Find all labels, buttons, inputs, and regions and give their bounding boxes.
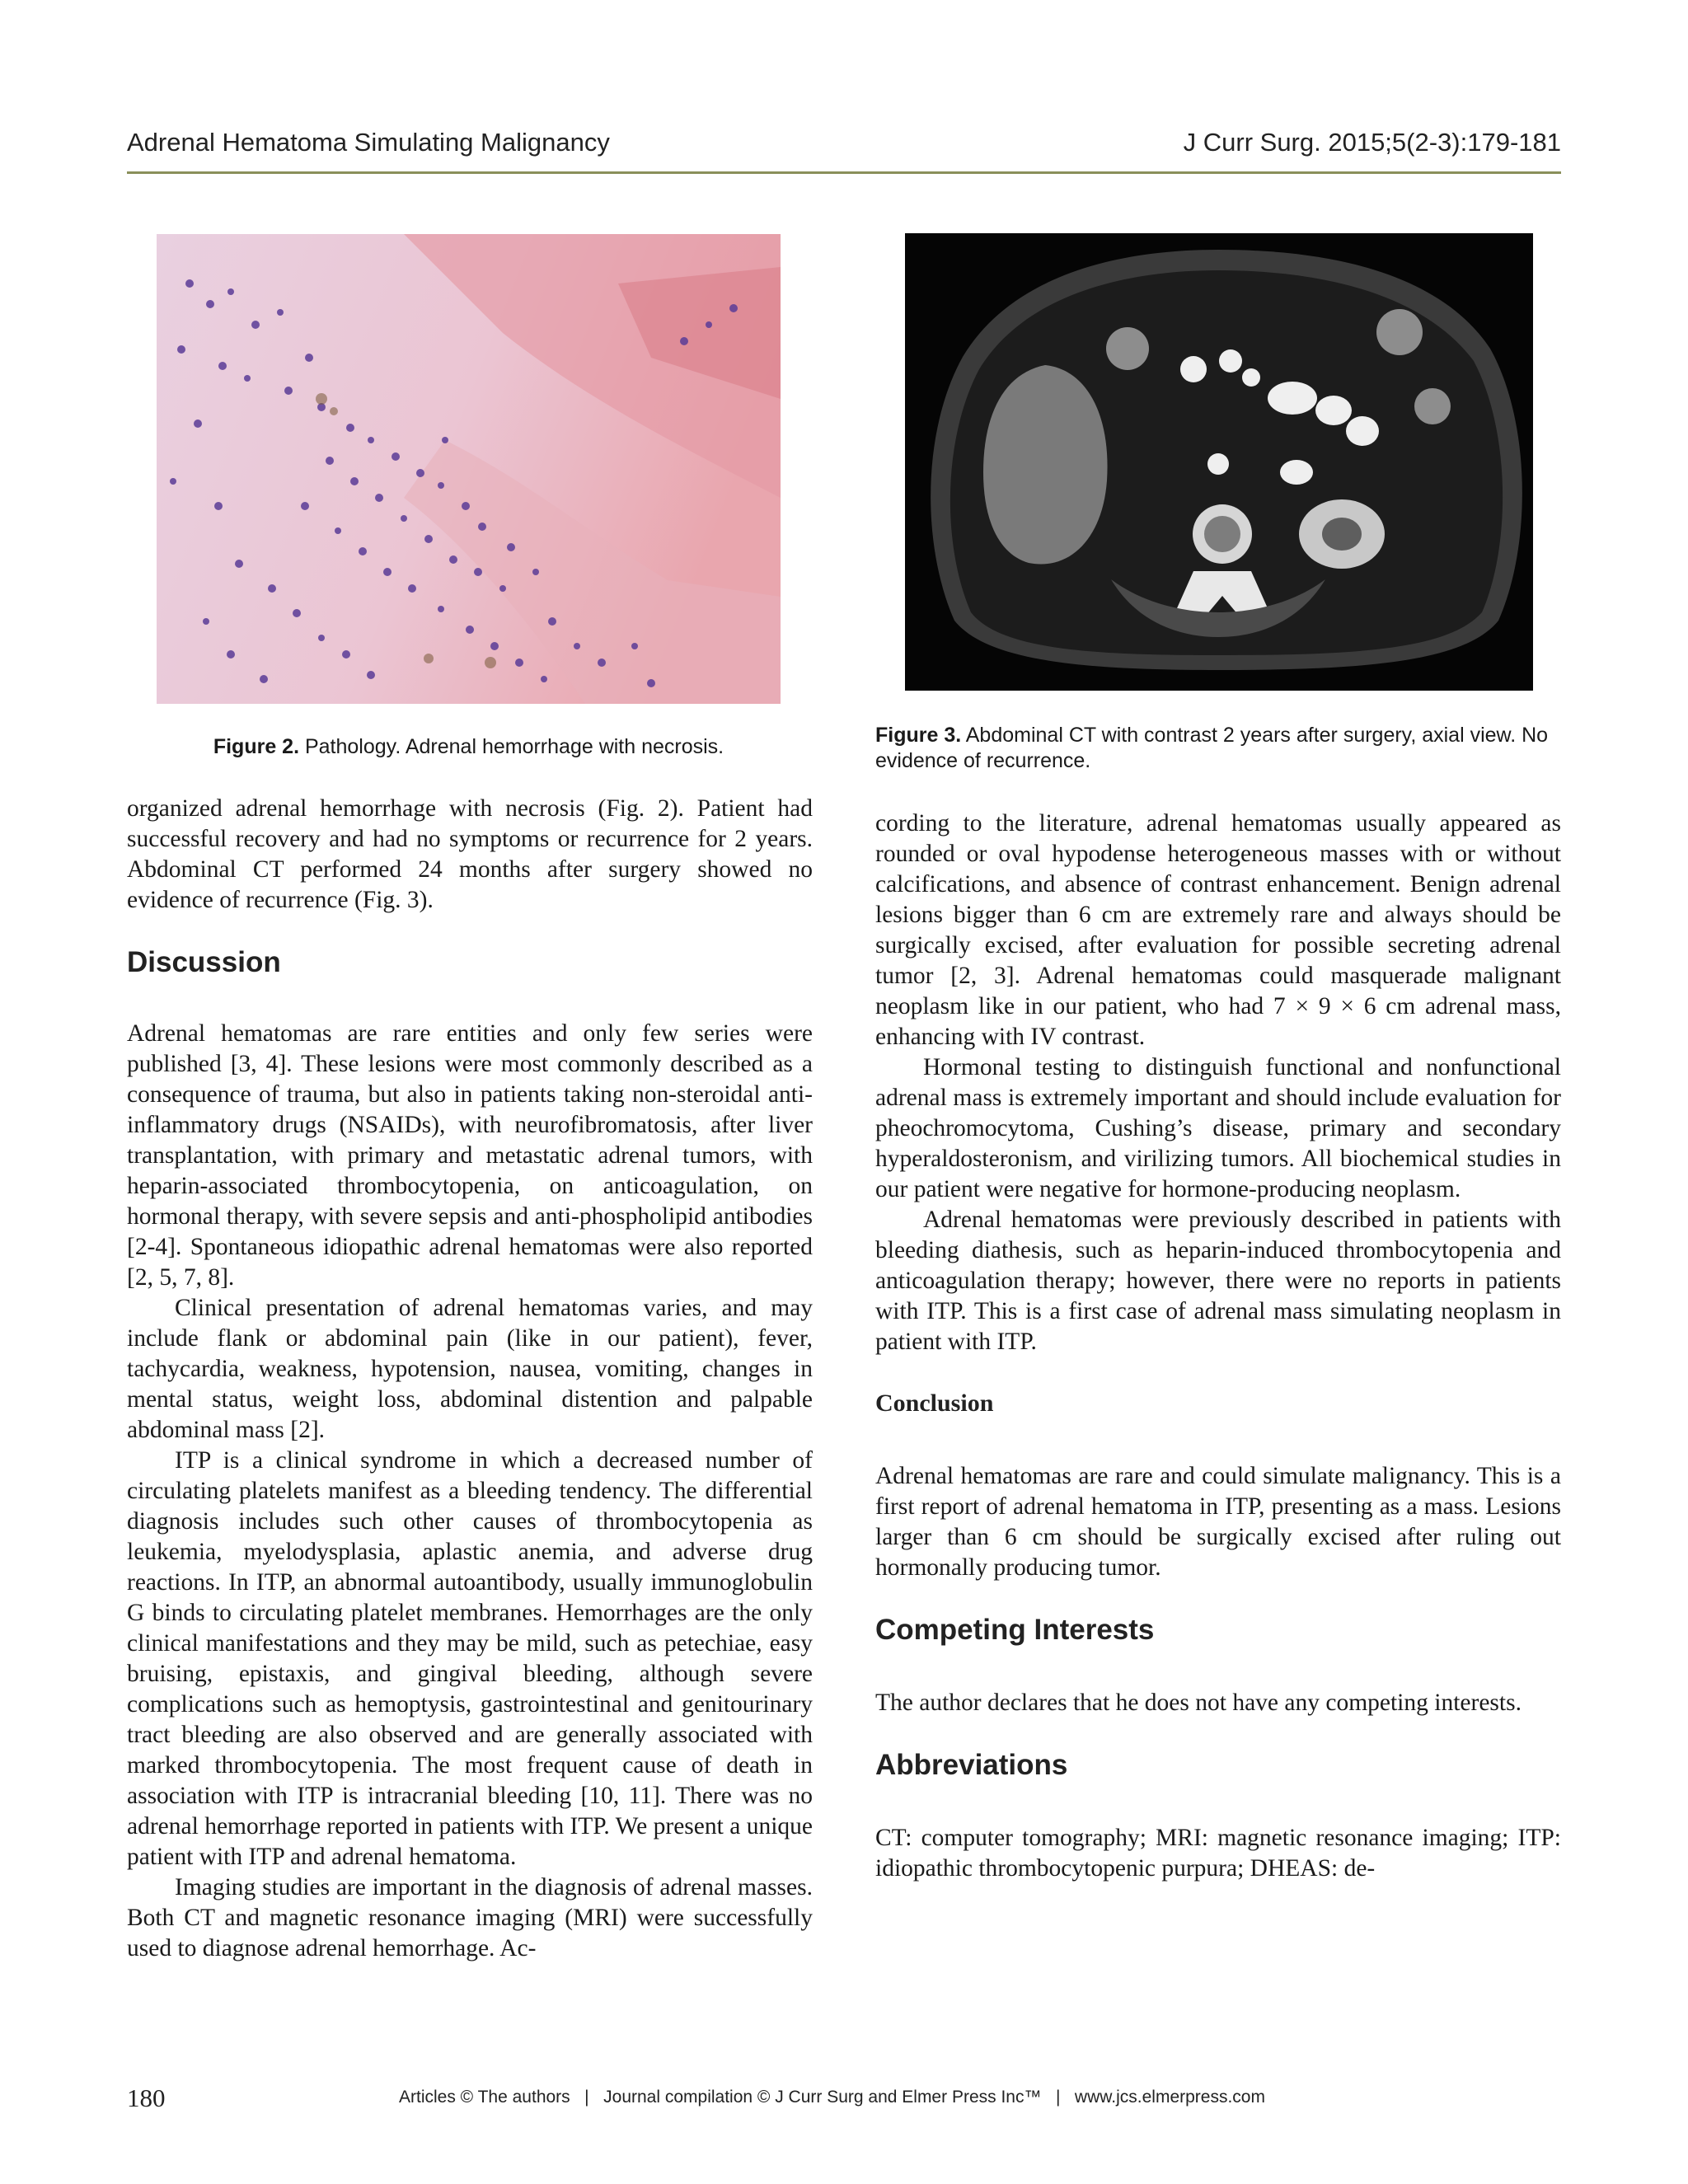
paragraph: Hormonal testing to distinguish functional and nonfunctional adrenal mass is extremely important and should include evaluation for pheochromocytoma, Cushing’s disease, primary and secondary hyperaldosteronism, and virilizing tumors. All biochemical studies in our patient were negative for hormone-producing neoplasm. <box>875 1054 1561 1202</box>
paragraph: Clinical presentation of adrenal hematomas varies, and may include flank or abdominal pain (like in our patient), fever, tachycardia, weakness, hypotension, nausea, vomiting, changes in mental status, weight loss, abdominal distention and palpable abdominal mass [2]. <box>127 1295 813 1443</box>
figure-2-caption-text: Pathology. Adrenal hemorrhage with necrosis. <box>299 735 724 758</box>
paragraph: CT: computer tomography; MRI: magnetic resonance imaging; ITP: idiopathic thrombocytopenic purpura; DHEAS: de- <box>875 1825 1561 1882</box>
figure-3-label: Figure 3. <box>875 724 962 747</box>
paragraph: Adrenal hematomas are rare and could simulate malignancy. This is a first report of adrenal hematoma in ITP, presenting as a mass. Lesions larger than 6 cm should be surgically excised after ruling out hormonally producing tumor. <box>875 1463 1561 1581</box>
header-rule <box>127 171 1561 174</box>
running-title: Adrenal Hematoma Simulating Malignancy <box>127 128 610 157</box>
paragraph: ITP is a clinical syndrome in which a decreased number of circulating platelets manifest as a bleeding tendency. The differential diagnosis includes such other causes of thrombocytopenia as leukemia, myelodysplasia, aplastic anemia, and adverse drug reactions. In ITP, an abnormal autoantibody, usually immunoglobulin G binds to circulating platelet membranes. Hemorrhages are the only clinical manifestations and they may be mild, such as petechiae, easy bruising, epistaxis, and gingival bleeding, although severe complications such as hemoptysis, gastrointestinal and genitourinary tract bleeding are also observed and are generally associated with marked thrombocytopenia. The most frequent cause of death in association with ITP is intracranial bleeding [10, 11]. There was no adrenal hemorrhage reported in patients with ITP. We present a unique patient with ITP and adrenal hematoma. <box>127 1447 813 1870</box>
figure-2-label: Figure 2. <box>213 735 300 758</box>
figure-3-caption <box>875 723 1568 774</box>
figure-3-caption-text: Abdominal CT with contrast 2 years after surgery, axial view. No evidence of recurrence. <box>875 724 1549 772</box>
paragraph: organized adrenal hemorrhage with necrosis (Fig. 2). Patient had successful recovery and had no symptoms or recurrence for 2 years. Abdominal CT performed 24 months after surgery showed no evidence of recurrence (Fig. 3). <box>127 795 813 913</box>
paragraph: Imaging studies are important in the diagnosis of adrenal masses. Both CT and magnetic resonance imaging (MRI) were successfully used to diagnose adrenal hemorrhage. Ac- <box>127 1874 813 1961</box>
page-footer <box>127 2083 1561 2116</box>
conclusion-heading: Conclusion <box>875 1390 994 1417</box>
figure-2-caption <box>157 734 781 760</box>
page-number: 180 <box>127 2083 166 2112</box>
figure-3-ct-image <box>905 233 1533 691</box>
footer-copyright: Articles © The authors | Journal compilation © J Curr Surg and Elmer Press Inc™ | www.jcs.elmerpress.com <box>399 2088 1265 2107</box>
paragraph: The author declares that he does not have any competing interests. <box>875 1690 1522 1716</box>
abbreviations-heading: Abbreviations <box>875 1749 1068 1781</box>
competing-interests-heading: Competing Interests <box>875 1614 1155 1646</box>
paragraph: Adrenal hematomas are rare entities and only few series were published [3, 4]. These lesions were most commonly described as a consequence of trauma, but also in patients taking non-steroidal anti-inflammatory drugs (NSAIDs), with neurofibromatosis, after liver transplantation, with primary and metastatic adrenal tumors, with heparin-associated thrombocytopenia, on anticoagulation, on hormonal therapy, with severe sepsis and anti-phospholipid antibodies [2-4]. Spontaneous idiopathic adrenal hematomas were also reported [2, 5, 7, 8]. <box>127 1020 813 1291</box>
paragraph: Adrenal hematomas were previously described in patients with bleeding diathesis, such as heparin-induced thrombocytopenia and anticoagulation therapy; however, there were no reports in patients with ITP. This is a first case of adrenal mass simulating neoplasm in patient with ITP. <box>875 1207 1561 1355</box>
left-column <box>127 794 813 1964</box>
figure-2-pathology-image <box>157 234 781 704</box>
journal-citation: J Curr Surg. 2015;5(2-3):179-181 <box>1183 128 1561 157</box>
paragraph: cording to the literature, adrenal hematomas usually appeared as rounded or oval hypodense heterogeneous masses with or without calcifications, and absence of contrast enhancement. Benign adrenal lesions bigger than 6 cm are extremely rare and always should be surgically excised, after evaluation for possible secreting adrenal tumor [2, 3]. Adrenal hematomas could masquerade malignant neoplasm like in our patient, who had 7 × 9 × 6 cm adrenal mass, enhancing with IV contrast. <box>875 810 1561 1050</box>
right-column <box>875 808 1561 1884</box>
discussion-heading: Discussion <box>127 946 281 978</box>
